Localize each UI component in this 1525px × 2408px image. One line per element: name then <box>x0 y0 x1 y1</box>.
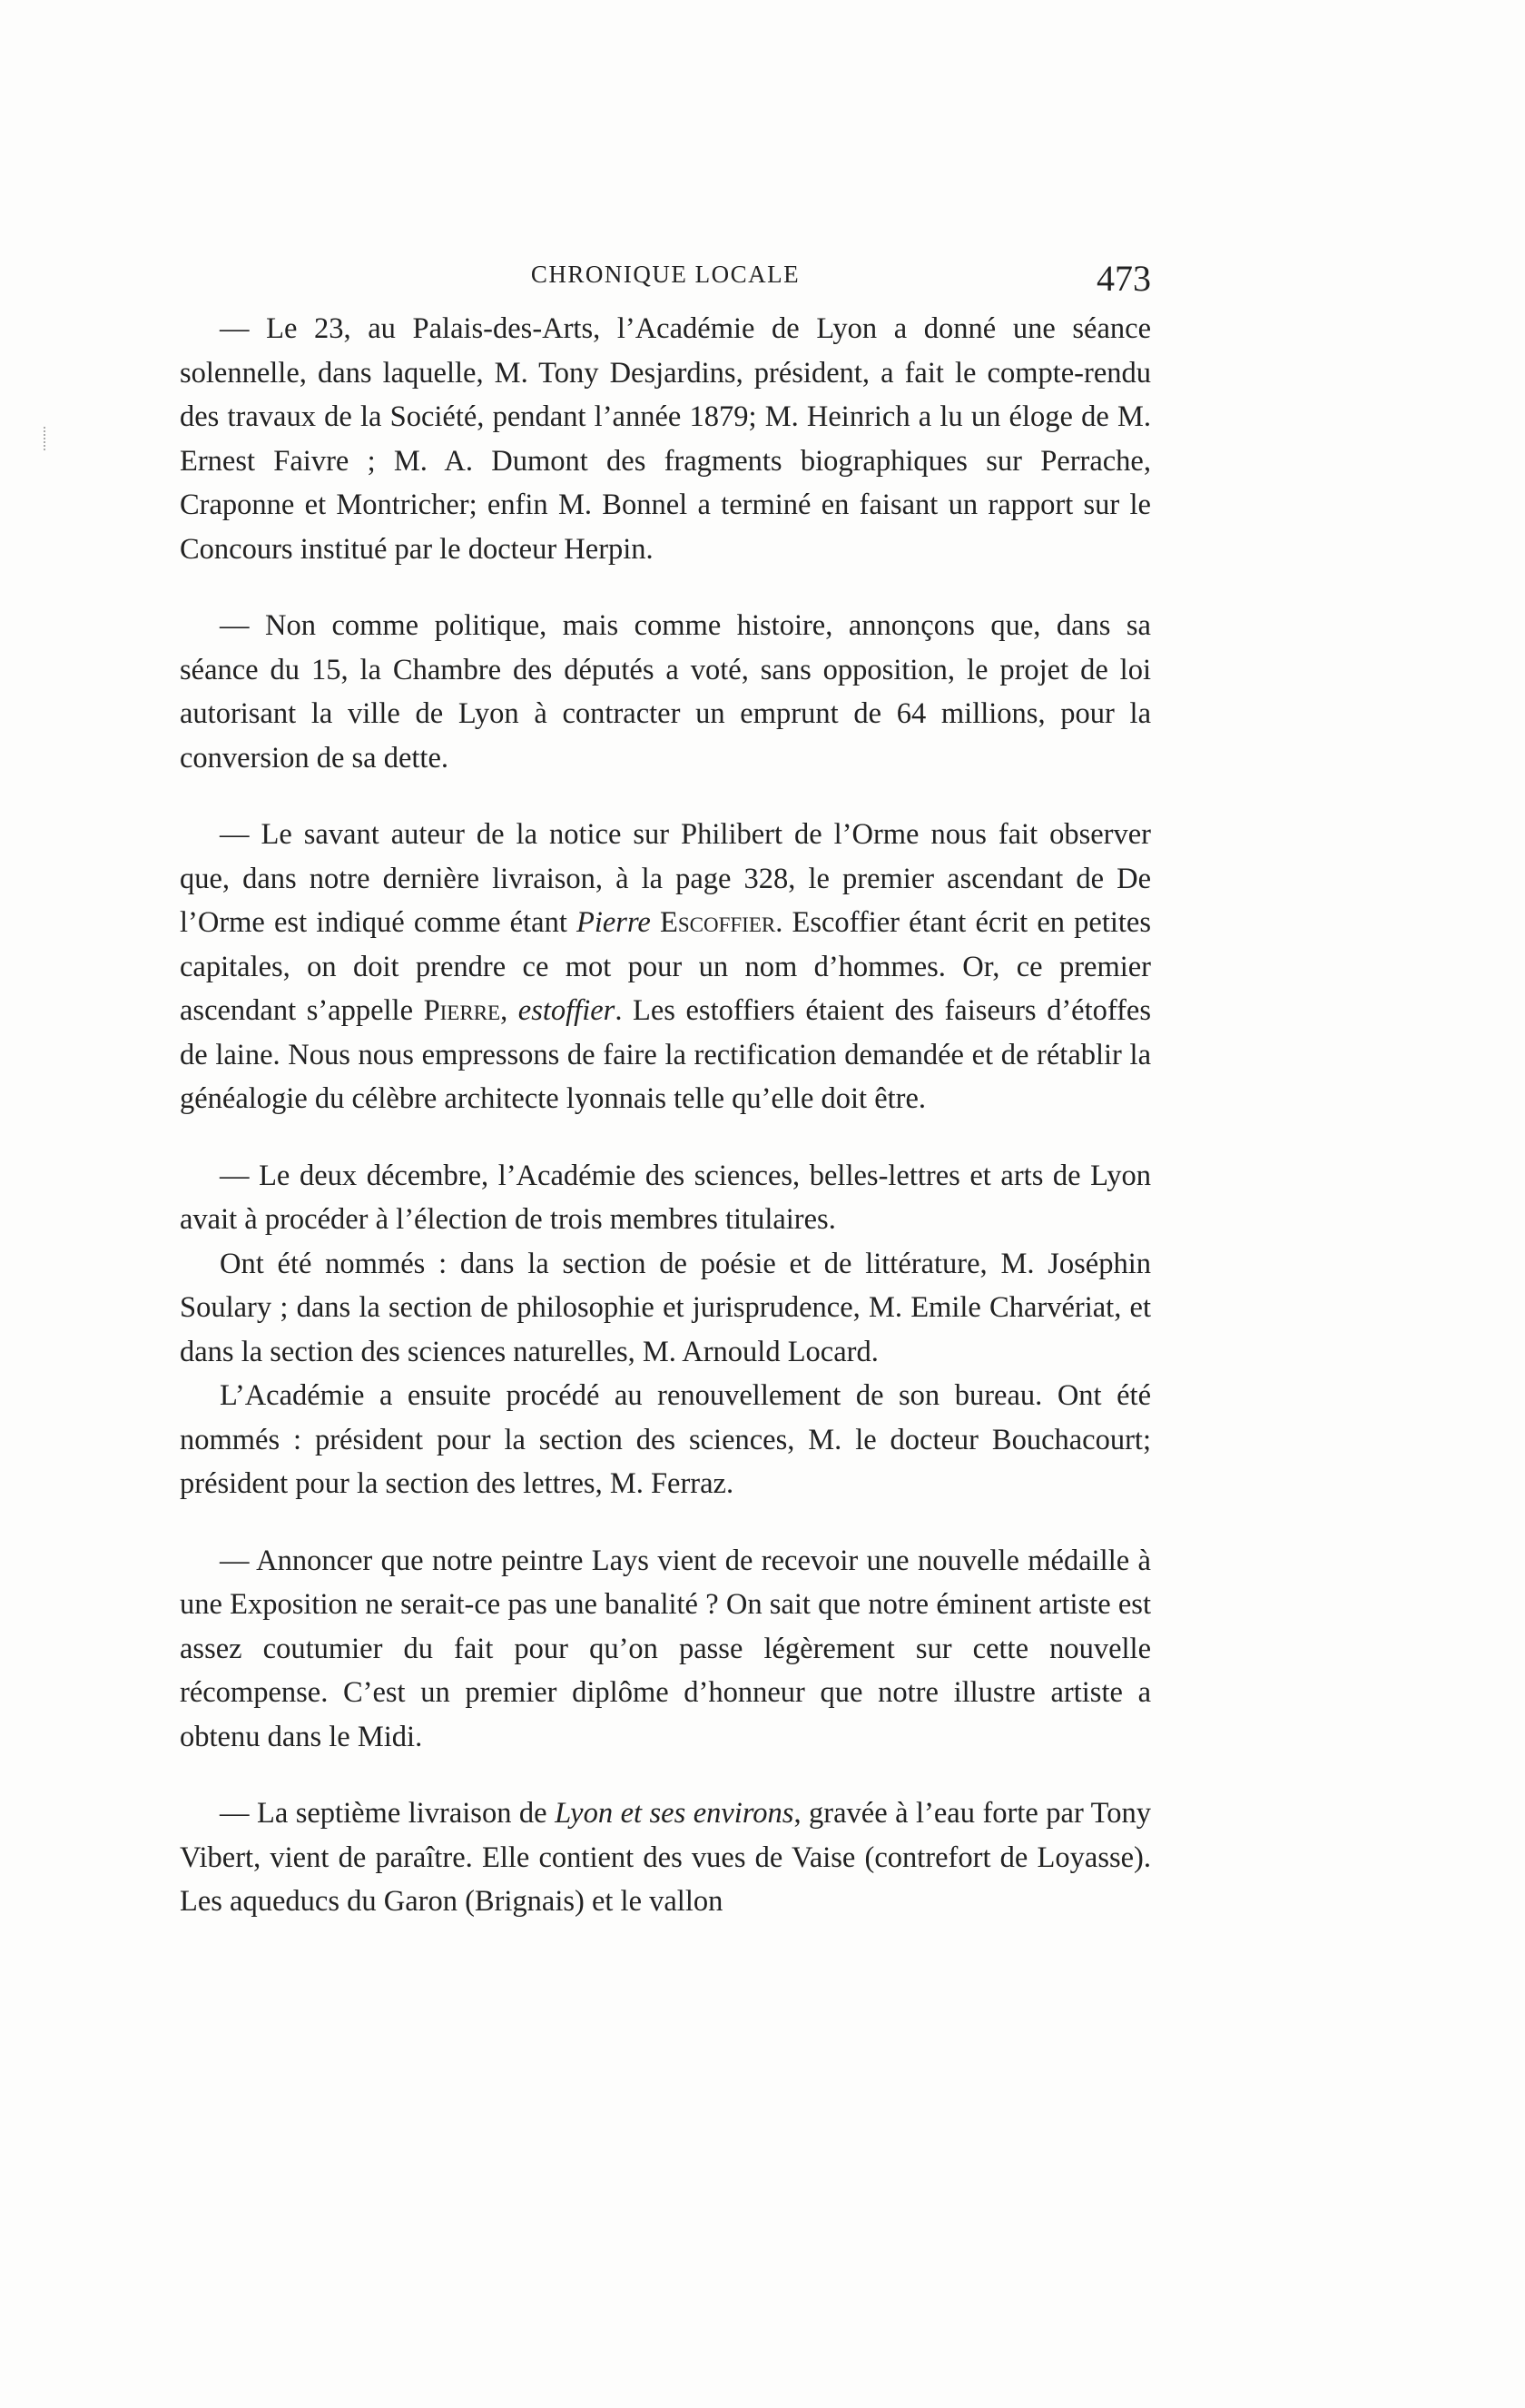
page-number: 473 <box>1097 258 1151 299</box>
italic-run: Pierre <box>576 906 651 939</box>
text-run: . Les estoffiers étaient des faiseurs d’étoffes de laine. Nous nous empressons de faire la rectification demandée et de rétablir la généalogie du célèbre architecte lyonnais telle qu’elle doit être. <box>180 994 1152 1115</box>
paragraph-election-academie: — Le deux décembre, l’Académie des sciences, belles-lettres et arts de Lyon avait à procéder à l’élection de trois membres titulaires. <box>180 1159 1151 1236</box>
text-run: , gravée à l’eau forte par Tony Vibert, vient de paraître. Elle contient des vues de Vaise (contrefort de Loyasse). Les aqueducs du Garon (Brignais) et le vallon <box>180 1797 1151 1918</box>
running-title: CHRONIQUE LOCALE <box>530 261 801 288</box>
paragraph-lays-medaille: — Annoncer que notre peintre Lays vient de recevoir une nouvelle médaille à une Exposition ne serait-ce pas une banalité ? On sait que notre éminent artiste est assez coutumier du fait pour qu’on passe légèrement sur cette nouvelle récompense. C’est un premier diplôme d’honneur que notre illustre artiste a obtenu dans le Midi. <box>180 1544 1151 1753</box>
running-head <box>180 257 1151 302</box>
margin-mark <box>44 427 48 450</box>
italic-run: Lyon et ses environs <box>555 1797 794 1830</box>
paragraph-rectification-delorme: — Le savant auteur de la notice sur Philibert de l’Orme nous fait observer que, dans notre dernière livraison, à la page 328, le premier ascendant de De l’Orme est indiqué comme étant Pierre Escoffier. Escoffier étant écrit en petites capitales, on doit prendre ce mot pour un nom d’hommes. Or, ce premier ascendant s’appelle Pierre, estoffier. Les estoffiers étaient des faiseurs d’étoffes de laine. Nous nous empressons de faire la rectification demandée et de rétablir la généalogie du célèbre architecte lyonnais telle qu’elle doit être. <box>180 818 1152 1115</box>
text-run: — Le savant auteur de la notice sur Philibert de l’Orme nous fait observer que, dans notre dernière livraison, à la page 328, le premier ascendant de De l’Orme est indiqué comme étant <box>180 818 1151 939</box>
text-run: . Escoffier étant écrit en petites capitales, on doit prendre ce mot pour un nom d’hommes. Or, ce premier ascendant s’appelle <box>180 906 1151 1027</box>
paragraph-emprunt-lyon: — Non comme politique, mais comme histoire, annonçons que, dans sa séance du 15, la Chambre des députés a voté, sans opposition, le projet de loi autorisant la ville de Lyon à contracter un emprunt de 64 millions, pour la conversion de sa dette. <box>180 609 1151 775</box>
smallcaps-run: Pierre <box>423 994 501 1027</box>
smallcaps-run: Escoffier <box>659 906 776 939</box>
paragraph-nominations: Ont été nommés : dans la section de poésie et de littérature, M. Joséphin Soulary ; dans la section de philosophie et jurisprudence, M. Emile Charvériat, et dans la section des sciences naturelles, M. Arnould Locard. <box>180 1247 1151 1368</box>
italic-run: estoffier <box>517 994 615 1027</box>
paragraph-lyon-environs <box>180 1791 1151 1924</box>
paragraph-bureau: L’Académie a ensuite procédé au renouvellement de son bureau. Ont été nommés : président pour la section des sciences, M. le docteur Bouchacourt; président pour la section des lettres, M. Ferraz. <box>180 1379 1151 1500</box>
text-run: — La septième livraison de <box>220 1797 556 1830</box>
body-text <box>180 307 1151 1924</box>
paragraph-academie-seance: — Le 23, au Palais-des-Arts, l’Académie de Lyon a donné une séance solennelle, dans laquelle, M. Tony Desjardins, président, a fait le compte-rendu des travaux de la Société, pendant l’année 1879; M. Heinrich a lu un éloge de M. Ernest Faivre ; M. A. Dumont des fragments biographiques sur Perrache, Craponne et Montricher; enfin M. Bonnel a terminé en faisant un rapport sur le Concours institué par le docteur Herpin. <box>180 312 1151 566</box>
